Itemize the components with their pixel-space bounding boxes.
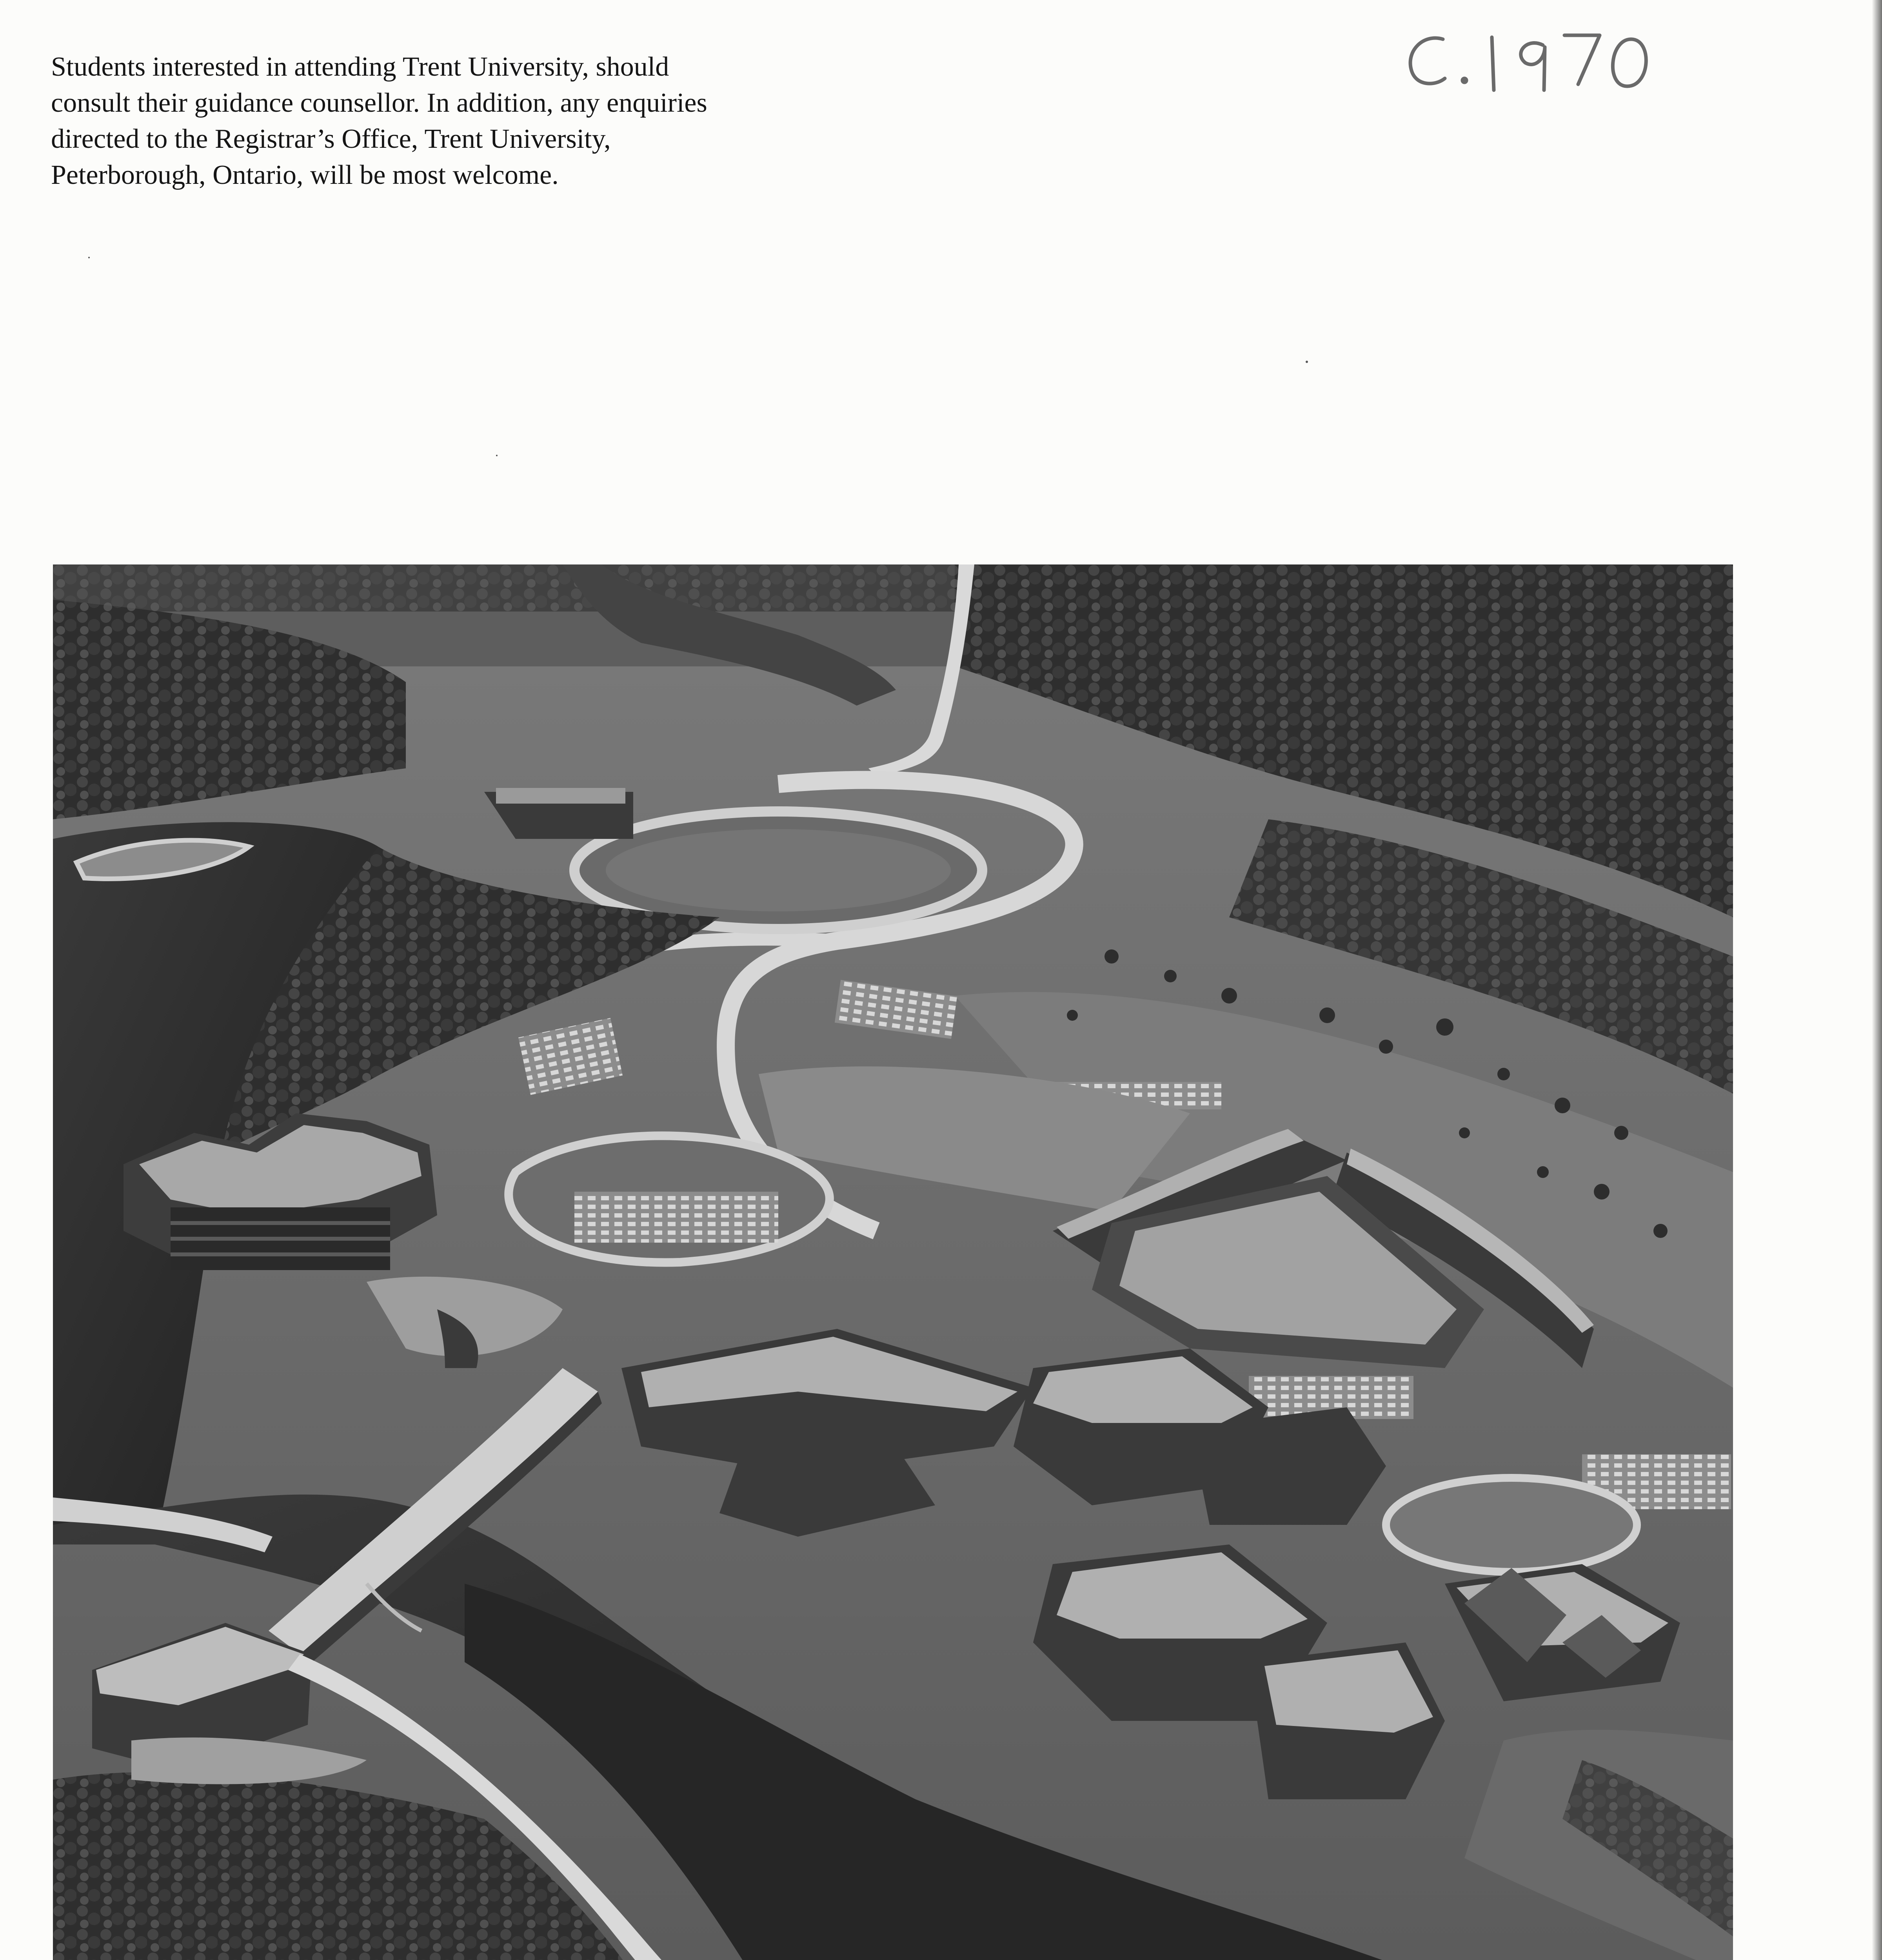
intro-line-1: Students interested in attending Trent University, should (51, 52, 669, 82)
aerial-campus-photo (53, 564, 1733, 1960)
intro-line-4: Peterborough, Ontario, will be most welcome. (51, 160, 559, 190)
handwritten-date-note (1396, 16, 1670, 102)
aerial-campus-photo-icon (53, 564, 1733, 1960)
scan-speck (496, 455, 498, 456)
scan-edge-shadow (1872, 0, 1882, 1960)
intro-paragraph (51, 49, 894, 193)
scan-speck (88, 257, 90, 258)
intro-line-2: consult their guidance counsellor. In addition, any enquiries (51, 88, 707, 118)
intro-line-3: directed to the Registrar’s Office, Trent University, (51, 124, 611, 154)
scan-speck (1306, 361, 1308, 363)
handwritten-date-drawing (1396, 16, 1670, 102)
